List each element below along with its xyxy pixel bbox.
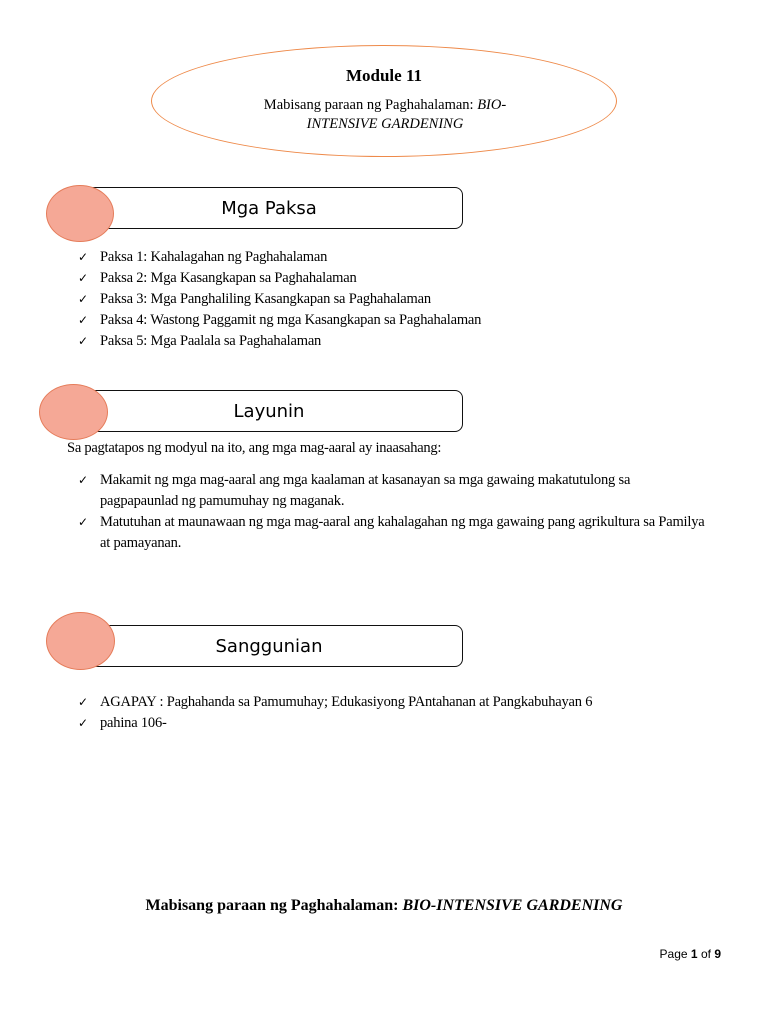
check-icon: ✓ [78, 250, 88, 264]
module-subtitle-text: Mabisang paraan ng Paghahalaman: [263, 97, 478, 113]
paksa-list [78, 247, 718, 352]
module-title: Module 11 [345, 66, 423, 85]
list-item-text: Paksa 5: Mga Paalala sa Paghahalaman [100, 333, 322, 349]
list-item-text: AGAPAY : Paghahanda sa Pamumuhay; Edukasiyong PAntahanan at Pangkabuhayan 6 [100, 694, 593, 710]
list-item [78, 512, 708, 554]
list-item [78, 331, 718, 352]
list-item [78, 692, 718, 713]
section-label-sanggunian: Sanggunian [215, 636, 323, 657]
page-total: 9 [714, 947, 721, 961]
page-word: Page [659, 947, 688, 961]
layunin-list [78, 470, 708, 554]
module-subtitle-italic: BIO-INTENSIVE GARDENING [306, 97, 507, 132]
section-label-paksa: Mga Paksa [221, 198, 317, 219]
footer-title-italic: BIO-INTENSIVE GARDENING [402, 897, 623, 914]
footer-title-text: Mabisang paraan ng Paghahalaman: [145, 897, 403, 914]
check-icon: ✓ [78, 515, 88, 529]
section-circle-paksa [46, 185, 114, 242]
list-item [78, 713, 718, 734]
page-number [660, 947, 721, 961]
list-item [78, 247, 718, 268]
module-subtitle [230, 96, 540, 134]
section-circle-layunin [39, 384, 108, 440]
check-icon: ✓ [78, 716, 88, 730]
section-header-sanggunian [75, 625, 463, 667]
check-icon: ✓ [78, 334, 88, 348]
list-item-text: Paksa 4: Wastong Paggamit ng mga Kasangkapan sa Paghahalaman [100, 312, 482, 328]
list-item-text: pahina 106- [100, 715, 167, 731]
check-icon: ✓ [78, 473, 88, 487]
page-current: 1 [690, 947, 698, 961]
list-item-text: Paksa 1: Kahalagahan ng Paghahalaman [100, 249, 328, 265]
page-of: of [700, 947, 711, 961]
section-label-layunin: Layunin [233, 401, 305, 422]
list-item [78, 310, 718, 331]
check-icon: ✓ [78, 313, 88, 327]
list-item-text: Paksa 3: Mga Panghaliling Kasangkapan sa Paghahalaman [100, 291, 431, 307]
list-item-text: Paksa 2: Mga Kasangkapan sa Paghahalaman [100, 270, 357, 286]
list-item-text: Makamit ng mga mag-aaral ang mga kaalaman at kasanayan sa mga gawaing makatutulong sa pagpapaunlad ng pamumuhay ng maganak. [100, 472, 631, 509]
list-item [78, 289, 718, 310]
check-icon: ✓ [78, 292, 88, 306]
list-item-text: Matutuhan at maunawaan ng mga mag-aaral ang kahalagahan ng mga gawaing pang agrikultura sa Pamilya at pamayanan. [100, 514, 705, 551]
section-header-layunin [75, 390, 463, 432]
section-circle-sanggunian [46, 612, 115, 670]
layunin-intro: Sa pagtatapos ng modyul na ito, ang mga mag-aaral ay inaasahang: [67, 440, 442, 456]
check-icon: ✓ [78, 695, 88, 709]
list-item [78, 470, 708, 512]
check-icon: ✓ [78, 271, 88, 285]
list-item [78, 268, 718, 289]
footer-title [0, 897, 768, 915]
sanggunian-list [78, 692, 718, 734]
section-header-paksa [75, 187, 463, 229]
